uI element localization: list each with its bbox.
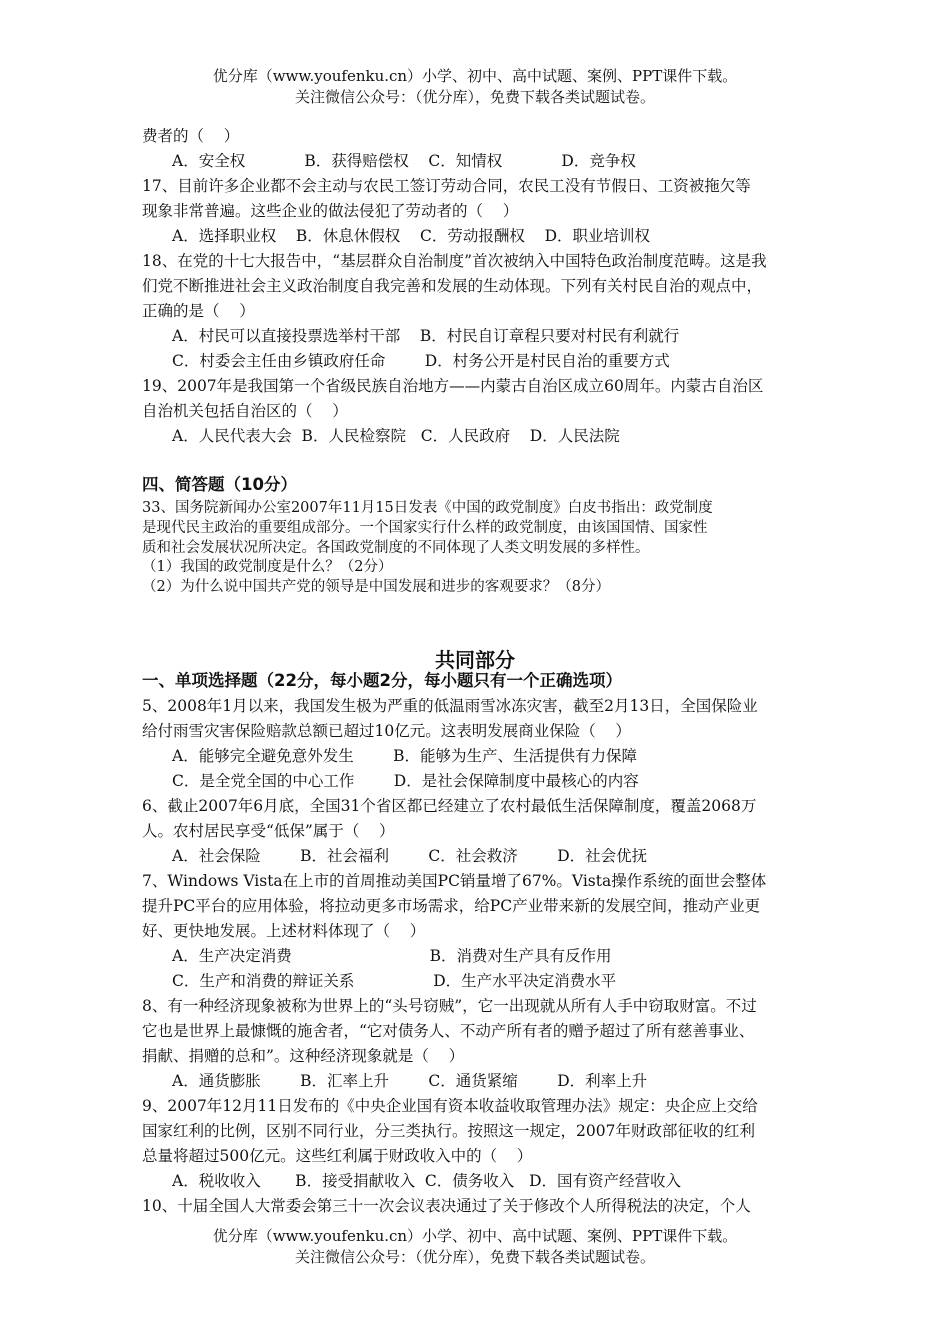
question-18-line-3: 正确的是（ ） (142, 302, 255, 320)
q9-options: A．税收收入 B．接受捐献收入 C．债务收入 D．国有资产经营收入 (172, 1172, 681, 1190)
question-17-line-1: 17、目前许多企业都不会主动与农民工签订劳动合同，农民工没有节假日、工资被拖欠等 (142, 177, 751, 195)
q16-options: A．安全权 B．获得赔偿权 C．知情权 D．竞争权 (172, 152, 636, 170)
q18-options-cd: C．村委会主任由乡镇政府任命 D．村务公开是村民自治的重要方式 (172, 352, 670, 370)
short-answer-heading: 四、简答题（10分） (142, 475, 297, 494)
question-19-line-2: 自治机关包括自治区的（ ） (142, 402, 348, 420)
q18-options-ab: A．村民可以直接投票选举村干部 B．村民自订章程只要对村民有利就行 (172, 327, 680, 345)
question-19-line-1: 19、2007年是我国第一个省级民族自治地方——内蒙古自治区成立60周年。内蒙古自治区 (142, 377, 764, 395)
question-7-line-2: 提升PC平台的应用体验，将拉动更多市场需求，给PC产业带来新的发展空间，推动产业更 (142, 897, 761, 915)
question-8-line-3: 捐献、捐赠的总和”。这种经济现象就是（ ） (142, 1047, 465, 1065)
question-18-line-1: 18、在党的十七大报告中，“基层群众自治制度”首次被纳入中国特色政治制度范畴。这是我 (142, 252, 767, 270)
q5-options-cd: C．是全党全国的中心工作 D．是社会保障制度中最核心的内容 (172, 772, 639, 790)
question-5-line-1: 5、2008年1月以来，我国发生极为严重的低温雨雪冰冻灾害，截至2月13日，全国保险业 (142, 697, 758, 715)
header-line-1: 优分库（www.youfenku.cn）小学、初中、高中试题、案例、PPT课件下载。 (212, 67, 738, 85)
question-6-line-1: 6、截止2007年6月底，全国31个省区都已经建立了农村最低生活保障制度，覆盖2068万 (142, 797, 757, 815)
common-part-title: 共同部分 (435, 648, 515, 672)
footer-line-2: 关注微信公众号：（优分库），免费下载各类试题试卷。 (294, 1248, 655, 1266)
q6-options: A．社会保险 B．社会福利 C．社会救济 D．社会优抚 (172, 847, 648, 865)
question-17-line-2: 现象非常普遍。这些企业的做法侵犯了劳动者的（ ） (142, 202, 519, 220)
question-33-line-1: 33、国务院新闻办公室2007年11月15日发表《中国的政党制度》白皮书指出：政党制度 (142, 500, 713, 516)
question-10-line-1: 10、十届全国人大常委会第三十一次会议表决通过了关于修改个人所得税法的决定，个人 (142, 1197, 751, 1215)
question-7-line-3: 好、更快地发展。上述材料体现了（ ） (142, 922, 426, 940)
q8-options: A．通货膨胀 B．汇率上升 C．通货紧缩 D．利率上升 (172, 1072, 648, 1090)
footer-line-1: 优分库（www.youfenku.cn）小学、初中、高中试题、案例、PPT课件下载。 (212, 1227, 738, 1245)
question-8-line-1: 8、有一种经济现象被称为世界上的“头号窃贼”，它一出现就从所有人手中窃取财富。不过 (142, 997, 757, 1015)
question-18-line-2: 们党不断推进社会主义政治制度自我完善和发展的生动体现。下列有关村民自治的观点中， (142, 277, 763, 295)
page-footer (0, 1226, 950, 1268)
question-9-line-3: 总量将超过500亿元。这些红利属于财政收入中的（ ） (142, 1147, 533, 1165)
q7-options-cd: C．生产和消费的辩证关系 D．生产水平决定消费水平 (172, 972, 617, 990)
question-6-line-2: 人。农村居民享受“低保”属于（ ） (142, 822, 395, 840)
question-9-line-1: 9、2007年12月11日发布的《中央企业国有资本收益收取管理办法》规定：央企应上交给 (142, 1097, 758, 1115)
question-33-part-2: （2）为什么说中国共产党的领导是中国发展和进步的客观要求？（8分） (142, 579, 610, 595)
q7-options-ab: A．生产决定消费 B．消费对生产具有反作用 (172, 947, 612, 965)
choice-section-heading: 一、单项选择题（22分，每小题2分，每小题只有一个正确选项） (142, 671, 622, 690)
question-8-line-2: 它也是世界上最慷慨的施舍者，“它对债务人、不动产所有者的赠予超过了所有慈善事业、 (142, 1022, 755, 1040)
q19-options: A．人民代表大会 B．人民检察院 C．人民政府 D．人民法院 (172, 427, 620, 445)
question-16-continuation: 费者的（ ） (142, 127, 240, 145)
q5-options-ab: A．能够完全避免意外发生 B．能够为生产、生活提供有力保障 (172, 747, 638, 765)
page-header (0, 66, 950, 108)
question-7-line-1: 7、Windows Vista在上市的首周推动美国PC销量增了67%。Vista操作系统的面世会整体 (142, 872, 767, 890)
q17-options: A．选择职业权 B．休息休假权 C．劳动报酬权 D．职业培训权 (172, 227, 650, 245)
question-33-line-3: 质和社会发展状况所决定。各国政党制度的不同体现了人类文明发展的多样性。 (142, 540, 650, 556)
question-9-line-2: 国家红利的比例，区别不同行业，分三类执行。按照这一规定，2007年财政部征收的红利 (142, 1122, 755, 1140)
question-33-line-2: 是现代民主政治的重要组成部分。一个国家实行什么样的政党制度，由该国国情、国家性 (142, 520, 708, 536)
question-5-line-2: 给付雨雪灾害保险赔款总额已超过10亿元。这表明发展商业保险（ ） (142, 722, 631, 740)
header-line-2: 关注微信公众号：（优分库），免费下载各类试题试卷。 (294, 88, 655, 106)
question-33-part-1: （1）我国的政党制度是什么？（2分） (142, 559, 393, 575)
